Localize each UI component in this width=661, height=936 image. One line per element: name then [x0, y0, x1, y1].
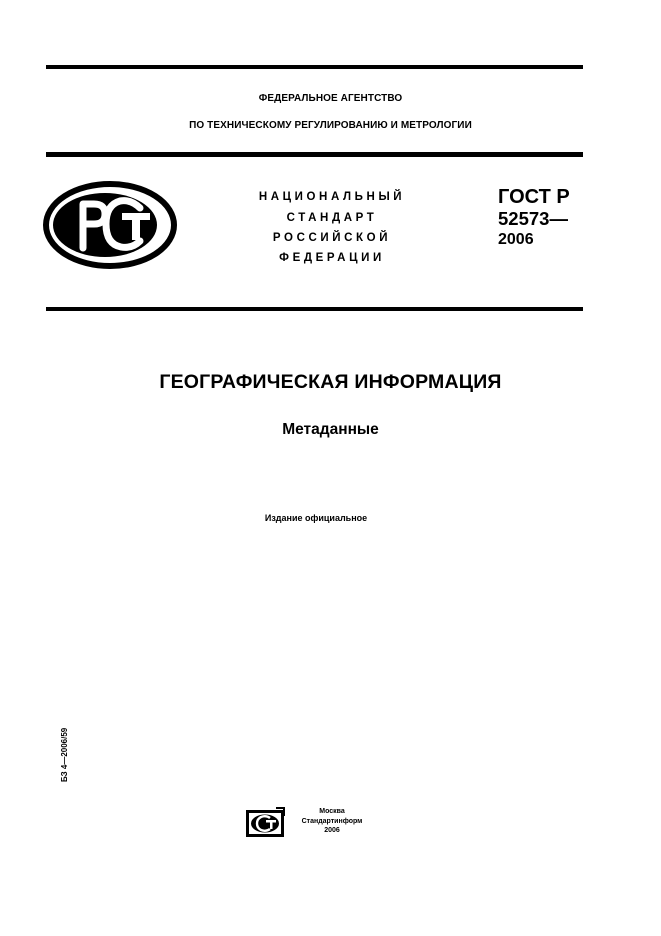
standard-type-line3: РОССИЙСКОЙ: [272, 232, 392, 244]
document-title: ГЕОГРАФИЧЕСКАЯ ИНФОРМАЦИЯ: [159, 371, 502, 393]
top-rule: [46, 65, 583, 69]
rst-certification-mark-icon: [42, 180, 178, 270]
designation-number: 52573—: [498, 208, 568, 229]
standard-designation: [498, 186, 570, 250]
publisher-year: 2006: [324, 827, 340, 834]
designation-prefix: ГОСТ Р: [498, 186, 570, 208]
edition-note: Издание официальное: [264, 513, 368, 523]
designation-year: 2006: [498, 231, 534, 248]
publisher-name: Стандартинформ: [301, 817, 363, 825]
standard-type-line1: НАЦИОНАЛЬНЫЙ: [258, 191, 406, 203]
standard-type-line4: ФЕДЕРАЦИИ: [279, 252, 385, 264]
header-rule: [46, 152, 583, 157]
publisher-city: Москва: [319, 808, 345, 815]
document-subtitle: Метаданные: [282, 421, 379, 438]
agency-name-line1: ФЕДЕРАЛЬНОЕ АГЕНТСТВО: [258, 93, 403, 104]
agency-name-line2: ПО ТЕХНИЧЕСКОМУ РЕГУЛИРОВАНИЮ И МЕТРОЛОГИИ: [189, 120, 472, 131]
bottom-rule: [46, 307, 583, 311]
standard-type-line2: СТАНДАРТ: [286, 212, 378, 224]
standartinform-logo-icon: [246, 806, 286, 838]
publisher-imprint: [298, 807, 366, 836]
side-code: БЗ 4—2006/59: [60, 727, 69, 782]
